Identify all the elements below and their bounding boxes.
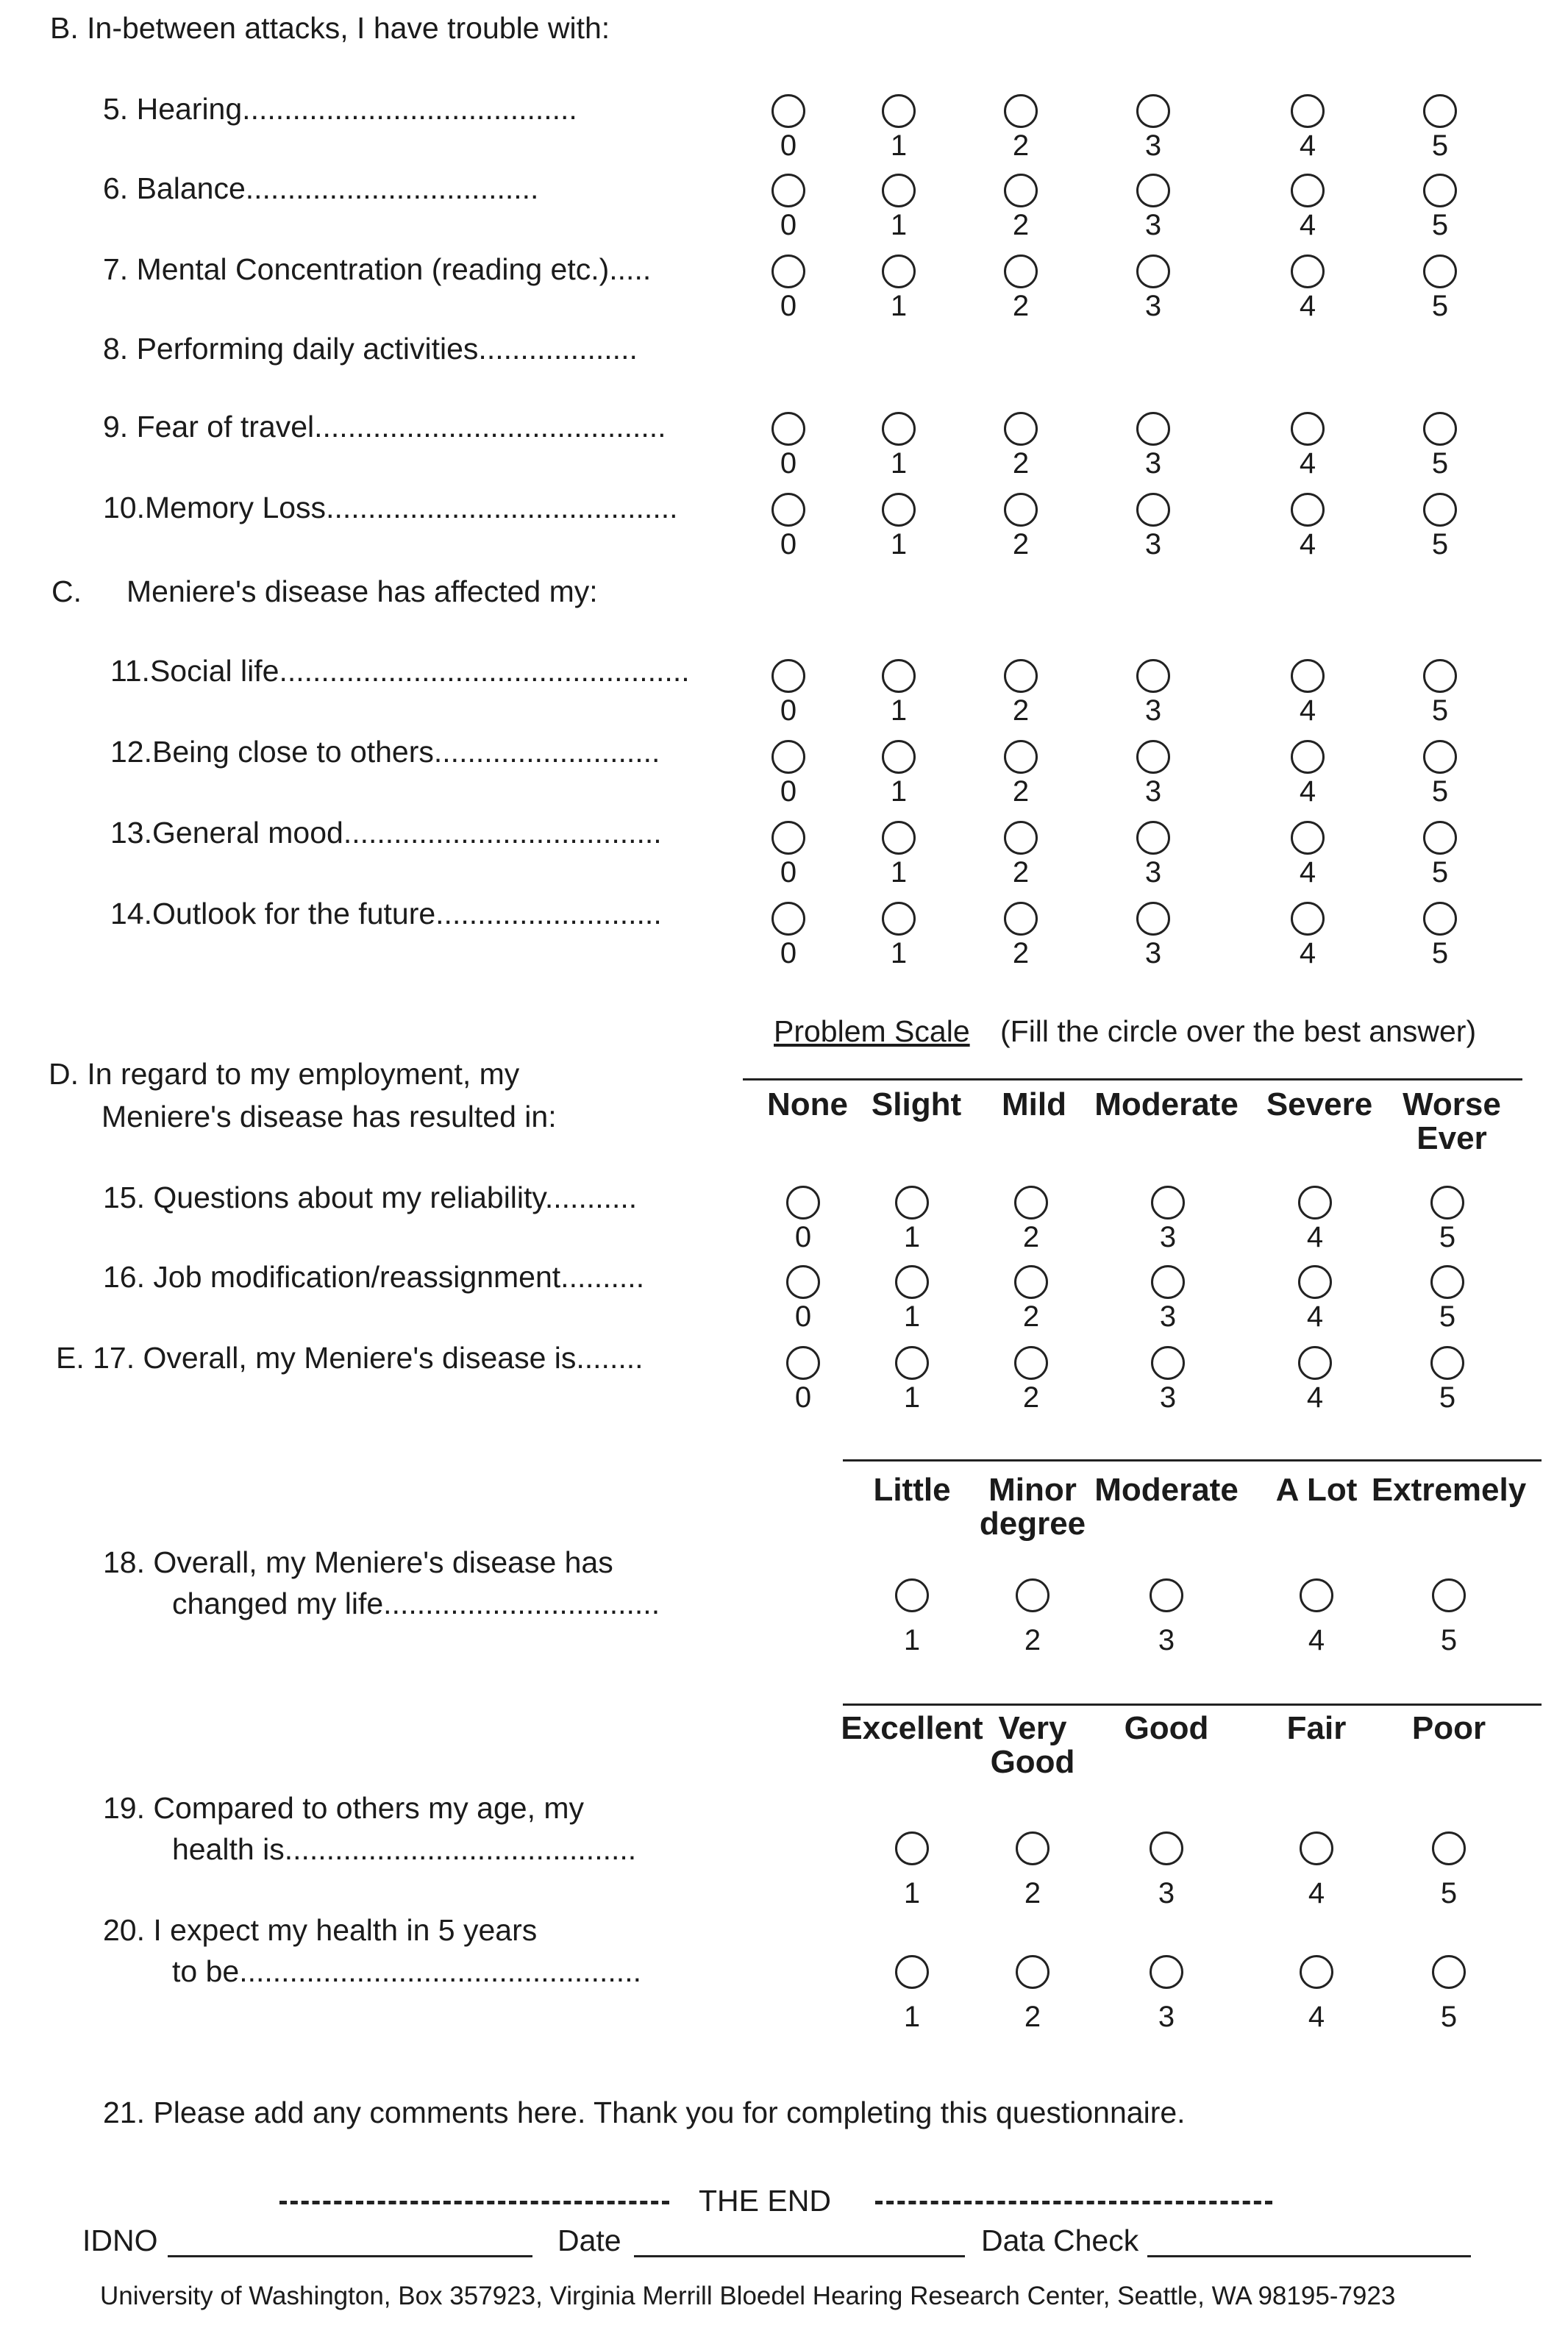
scale18-header-moderate: Moderate: [1094, 1472, 1239, 1508]
q16-option-1-radio[interactable]: [895, 1265, 929, 1299]
q18-line1: 18. Overall, my Meniere's disease has: [103, 1545, 613, 1579]
scale18-header-minor: Minor: [988, 1472, 1077, 1508]
q5-option-0-label: 0: [780, 129, 797, 162]
the-end-label: THE END: [699, 2184, 831, 2218]
q17-option-2-label: 2: [1022, 1381, 1040, 1414]
q20-option-1-radio[interactable]: [895, 1955, 929, 1989]
q11-option-0-label: 0: [780, 694, 797, 727]
q11-option-4-label: 4: [1299, 694, 1316, 727]
q15-option-4-radio[interactable]: [1298, 1186, 1332, 1220]
scale18-header-a-lot: A Lot: [1275, 1472, 1358, 1508]
q10-option-1-radio[interactable]: [882, 493, 916, 527]
q7-option-4-label: 4: [1299, 290, 1316, 322]
q10-option-0-label: 0: [780, 528, 797, 560]
section-c-title: Meniere's disease has affected my:: [126, 574, 598, 608]
q12-option-4-label: 4: [1299, 775, 1316, 808]
q13-option-1-label: 1: [890, 856, 908, 889]
q16-option-3-label: 3: [1159, 1300, 1177, 1333]
q19-option-5-radio[interactable]: [1432, 1831, 1466, 1865]
q5-option-1-radio[interactable]: [882, 94, 916, 128]
q7-option-5-label: 5: [1431, 290, 1449, 322]
q15-option-0-label: 0: [794, 1221, 812, 1253]
q21-comments: 21. Please add any comments here. Thank you for completing this questionnaire.: [103, 2096, 1186, 2129]
q19-option-1-radio[interactable]: [895, 1831, 929, 1865]
q15-option-1-label: 1: [903, 1221, 921, 1253]
q10-option-4-radio[interactable]: [1291, 493, 1325, 527]
problem-scale-header-worse: Worse: [1403, 1086, 1501, 1122]
q6-option-3-radio[interactable]: [1136, 174, 1170, 207]
q19-line1: 19. Compared to others my age, my: [103, 1791, 585, 1825]
q17-option-2-radio[interactable]: [1014, 1346, 1048, 1380]
q10-option-1-label: 1: [890, 528, 908, 560]
q7-option-3-label: 3: [1144, 290, 1162, 322]
scale19-header-excellent: Excellent: [841, 1710, 983, 1746]
section-d-line1: D. In regard to my employment, my: [49, 1057, 520, 1091]
q11-option-4-radio[interactable]: [1291, 659, 1325, 693]
problem-scale-header-slight: Slight: [871, 1086, 962, 1122]
q12-option-2-radio[interactable]: [1004, 740, 1038, 774]
q10-option-5-label: 5: [1431, 528, 1449, 560]
q6-option-0-label: 0: [780, 209, 797, 241]
q20-line2: to be................................................: [172, 1954, 641, 1988]
scale19-divider: [843, 1703, 1542, 1706]
problem-scale-title: Problem Scale: [774, 1014, 970, 1048]
q16-option-0-radio[interactable]: [786, 1265, 820, 1299]
q5-option-1-label: 1: [890, 129, 908, 162]
q12-option-1-label: 1: [890, 775, 908, 808]
q13-option-5-label: 5: [1431, 856, 1449, 889]
q12-option-0-label: 0: [780, 775, 797, 808]
q6-option-1-radio[interactable]: [882, 174, 916, 207]
section-c-item-14: 14.Outlook for the future...........................: [110, 897, 662, 930]
q16-option-0-label: 0: [794, 1300, 812, 1333]
section-b-item-9: 9. Fear of travel..........................................: [103, 410, 666, 444]
q7-option-1-radio[interactable]: [882, 254, 916, 288]
q6-option-1-label: 1: [890, 209, 908, 241]
q16-option-4-radio[interactable]: [1298, 1265, 1332, 1299]
scale-divider: [743, 1078, 1522, 1081]
q14-option-2-label: 2: [1012, 937, 1030, 969]
problem-scale-instruction: (Fill the circle over the best answer): [1000, 1014, 1477, 1048]
q19-option-2-label: 2: [1024, 1877, 1041, 1909]
date-label: Date: [557, 2224, 621, 2257]
q16-option-2-radio[interactable]: [1014, 1265, 1048, 1299]
q10-option-2-label: 2: [1012, 528, 1030, 560]
q5-option-0-radio[interactable]: [771, 94, 805, 128]
q18-option-4-label: 4: [1308, 1624, 1325, 1656]
q6-option-0-radio[interactable]: [771, 174, 805, 207]
q19-option-4-radio[interactable]: [1300, 1831, 1333, 1865]
section-b-item-8: 8. Performing daily activities...................: [103, 332, 638, 366]
q16-option-5-radio[interactable]: [1430, 1265, 1464, 1299]
q13-option-3-label: 3: [1144, 856, 1162, 889]
q20-option-3-label: 3: [1158, 2001, 1175, 2033]
q17-option-1-label: 1: [903, 1381, 921, 1414]
q7-option-2-label: 2: [1012, 290, 1030, 322]
q19-option-4-label: 4: [1308, 1877, 1325, 1909]
problem-scale-header-ever: Ever: [1416, 1120, 1487, 1156]
q17-option-4-radio[interactable]: [1298, 1346, 1332, 1380]
q18-option-2-radio[interactable]: [1016, 1578, 1050, 1612]
q17-option-3-label: 3: [1159, 1381, 1177, 1414]
q14-option-3-label: 3: [1144, 937, 1162, 969]
q15-option-3-label: 3: [1159, 1221, 1177, 1253]
q14-option-5-radio[interactable]: [1423, 902, 1457, 936]
scale18-divider: [843, 1459, 1542, 1462]
data-check-field[interactable]: [1147, 2255, 1471, 2257]
q18-option-3-radio[interactable]: [1150, 1578, 1183, 1612]
q13-option-4-radio[interactable]: [1291, 821, 1325, 855]
q15-option-2-label: 2: [1022, 1221, 1040, 1253]
q18-line2: changed my life.................................: [172, 1587, 660, 1620]
q20-option-1-label: 1: [903, 2001, 921, 2033]
q10-option-0-radio[interactable]: [771, 493, 805, 527]
q14-option-0-label: 0: [780, 937, 797, 969]
q6-option-5-radio[interactable]: [1423, 174, 1457, 207]
section-c-item-12: 12.Being close to others...........................: [110, 735, 660, 769]
q19-option-3-label: 3: [1158, 1877, 1175, 1909]
section-b-item-5: 5. Hearing........................................: [103, 92, 577, 126]
date-field[interactable]: [634, 2255, 965, 2257]
q19-option-1-label: 1: [903, 1877, 921, 1909]
q17-option-5-radio[interactable]: [1430, 1346, 1464, 1380]
q15-option-0-radio[interactable]: [786, 1186, 820, 1220]
q6-option-2-radio[interactable]: [1004, 174, 1038, 207]
q11-option-3-radio[interactable]: [1136, 659, 1170, 693]
q16-option-5-label: 5: [1439, 1300, 1456, 1333]
q16-option-2-label: 2: [1022, 1300, 1040, 1333]
idno-label: IDNO: [82, 2224, 158, 2257]
q13-option-0-radio[interactable]: [771, 821, 805, 855]
scale18-header-little: Little: [873, 1472, 951, 1508]
q9-option-2-label: 2: [1012, 447, 1030, 480]
q5-option-3-label: 3: [1144, 129, 1162, 162]
q10-option-3-label: 3: [1144, 528, 1162, 560]
q9-option-5-label: 5: [1431, 447, 1449, 480]
scale19-header-fair: Fair: [1286, 1710, 1347, 1746]
q12-option-1-radio[interactable]: [882, 740, 916, 774]
q20-option-2-radio[interactable]: [1016, 1955, 1050, 1989]
scale19-header-very: Very: [998, 1710, 1067, 1746]
q14-option-1-radio[interactable]: [882, 902, 916, 936]
q9-option-2-radio[interactable]: [1004, 412, 1038, 446]
q5-option-4-radio[interactable]: [1291, 94, 1325, 128]
q9-option-1-radio[interactable]: [882, 412, 916, 446]
q13-option-2-radio[interactable]: [1004, 821, 1038, 855]
q7-option-3-radio[interactable]: [1136, 254, 1170, 288]
q13-option-5-radio[interactable]: [1423, 821, 1457, 855]
q15-option-2-radio[interactable]: [1014, 1186, 1048, 1220]
q17-option-3-radio[interactable]: [1151, 1346, 1185, 1380]
scale18-header-extremely: Extremely: [1371, 1472, 1527, 1508]
q13-option-4-label: 4: [1299, 856, 1316, 889]
q13-option-3-radio[interactable]: [1136, 821, 1170, 855]
q19-option-3-radio[interactable]: [1150, 1831, 1183, 1865]
q18-option-3-label: 3: [1158, 1624, 1175, 1656]
q7-option-4-radio[interactable]: [1291, 254, 1325, 288]
section-c-letter: C.: [51, 574, 82, 608]
q17-option-0-label: 0: [794, 1381, 812, 1414]
problem-scale-header-moderate: Moderate: [1094, 1086, 1239, 1122]
q14-option-4-label: 4: [1299, 937, 1316, 969]
q15-option-3-radio[interactable]: [1151, 1186, 1185, 1220]
section-b-item-6: 6. Balance...................................: [103, 171, 539, 205]
section-d-item-16: 16. Job modification/reassignment..........: [103, 1260, 645, 1294]
end-dash-right: [875, 2201, 1272, 2204]
q9-option-0-label: 0: [780, 447, 797, 480]
problem-scale-header-severe: Severe: [1266, 1086, 1373, 1122]
problem-scale-header-mild: Mild: [1002, 1086, 1066, 1122]
q14-option-1-label: 1: [890, 937, 908, 969]
q9-option-3-label: 3: [1144, 447, 1162, 480]
q11-option-2-radio[interactable]: [1004, 659, 1038, 693]
section-b-title: B. In-between attacks, I have trouble with:: [50, 11, 610, 45]
q12-option-3-label: 3: [1144, 775, 1162, 808]
q13-option-1-radio[interactable]: [882, 821, 916, 855]
q17-option-5-label: 5: [1439, 1381, 1456, 1414]
scale19-header-poor: Poor: [1411, 1710, 1486, 1746]
section-c-item-11: 11.Social life.................................................: [110, 654, 690, 688]
q20-option-2-label: 2: [1024, 2001, 1041, 2033]
q7-option-5-radio[interactable]: [1423, 254, 1457, 288]
problem-scale-header-none: None: [767, 1086, 848, 1122]
scale19-header-very-good-line2: Good: [990, 1744, 1075, 1780]
footer-address: University of Washington, Box 357923, Virginia Merrill Bloedel Hearing Research Center, Seattle, WA 98195-7923: [100, 2282, 1396, 2310]
q11-option-5-label: 5: [1431, 694, 1449, 727]
q6-option-4-radio[interactable]: [1291, 174, 1325, 207]
q14-option-4-radio[interactable]: [1291, 902, 1325, 936]
q14-option-2-radio[interactable]: [1004, 902, 1038, 936]
q10-option-5-radio[interactable]: [1423, 493, 1457, 527]
q11-option-2-label: 2: [1012, 694, 1030, 727]
section-b-item-10: 10.Memory Loss..........................................: [103, 491, 678, 524]
q7-option-0-radio[interactable]: [771, 254, 805, 288]
q17-option-0-radio[interactable]: [786, 1346, 820, 1380]
q20-option-5-radio[interactable]: [1432, 1955, 1466, 1989]
q9-option-3-radio[interactable]: [1136, 412, 1170, 446]
q20-option-4-label: 4: [1308, 2001, 1325, 2033]
q20-option-3-radio[interactable]: [1150, 1955, 1183, 1989]
scale19-header-good: Good: [1124, 1710, 1209, 1746]
q14-option-0-radio[interactable]: [771, 902, 805, 936]
q14-option-3-radio[interactable]: [1136, 902, 1170, 936]
q16-option-4-label: 4: [1306, 1300, 1324, 1333]
q9-option-1-label: 1: [890, 447, 908, 480]
q7-option-1-label: 1: [890, 290, 908, 322]
q15-option-5-label: 5: [1439, 1221, 1456, 1253]
q16-option-1-label: 1: [903, 1300, 921, 1333]
q16-option-3-radio[interactable]: [1151, 1265, 1185, 1299]
q5-option-2-label: 2: [1012, 129, 1030, 162]
q17-option-1-radio[interactable]: [895, 1346, 929, 1380]
q19-option-5-label: 5: [1440, 1877, 1458, 1909]
q11-option-1-radio[interactable]: [882, 659, 916, 693]
q15-option-1-radio[interactable]: [895, 1186, 929, 1220]
q7-option-2-radio[interactable]: [1004, 254, 1038, 288]
q20-line1: 20. I expect my health in 5 years: [103, 1913, 538, 1947]
q11-option-1-label: 1: [890, 694, 908, 727]
q5-option-5-radio[interactable]: [1423, 94, 1457, 128]
q12-option-2-label: 2: [1012, 775, 1030, 808]
section-c-item-13: 13.General mood......................................: [110, 816, 662, 850]
section-b-item-7: 7. Mental Concentration (reading etc.).....: [103, 252, 652, 286]
end-dash-left: [279, 2201, 669, 2204]
q12-option-3-radio[interactable]: [1136, 740, 1170, 774]
idno-field[interactable]: [168, 2255, 532, 2257]
q6-option-3-label: 3: [1144, 209, 1162, 241]
q6-option-4-label: 4: [1299, 209, 1316, 241]
q9-option-4-radio[interactable]: [1291, 412, 1325, 446]
q15-option-5-radio[interactable]: [1430, 1186, 1464, 1220]
q14-option-5-label: 5: [1431, 937, 1449, 969]
q6-option-2-label: 2: [1012, 209, 1030, 241]
q18-option-1-label: 1: [903, 1624, 921, 1656]
q7-option-0-label: 0: [780, 290, 797, 322]
q12-option-5-radio[interactable]: [1423, 740, 1457, 774]
q20-option-4-radio[interactable]: [1300, 1955, 1333, 1989]
q18-option-4-radio[interactable]: [1300, 1578, 1333, 1612]
q18-option-2-label: 2: [1024, 1624, 1041, 1656]
q20-option-5-label: 5: [1440, 2001, 1458, 2033]
q19-option-2-radio[interactable]: [1016, 1831, 1050, 1865]
q18-option-5-radio[interactable]: [1432, 1578, 1466, 1612]
q17-option-4-label: 4: [1306, 1381, 1324, 1414]
q5-option-3-radio[interactable]: [1136, 94, 1170, 128]
q18-option-1-radio[interactable]: [895, 1578, 929, 1612]
q13-option-0-label: 0: [780, 856, 797, 889]
q18-option-5-label: 5: [1440, 1624, 1458, 1656]
q11-option-0-radio[interactable]: [771, 659, 805, 693]
q19-line2: health is..........................................: [172, 1832, 637, 1866]
q5-option-5-label: 5: [1431, 129, 1449, 162]
q12-option-5-label: 5: [1431, 775, 1449, 808]
q10-option-2-radio[interactable]: [1004, 493, 1038, 527]
q9-option-0-radio[interactable]: [771, 412, 805, 446]
q12-option-4-radio[interactable]: [1291, 740, 1325, 774]
q5-option-4-label: 4: [1299, 129, 1316, 162]
section-d-item-15: 15. Questions about my reliability...........: [103, 1181, 638, 1214]
q9-option-4-label: 4: [1299, 447, 1316, 480]
q10-option-3-radio[interactable]: [1136, 493, 1170, 527]
q10-option-4-label: 4: [1299, 528, 1316, 560]
q11-option-3-label: 3: [1144, 694, 1162, 727]
q6-option-5-label: 5: [1431, 209, 1449, 241]
q13-option-2-label: 2: [1012, 856, 1030, 889]
q12-option-0-radio[interactable]: [771, 740, 805, 774]
scale18-header-degree: degree: [979, 1506, 1086, 1542]
q15-option-4-label: 4: [1306, 1221, 1324, 1253]
q9-option-5-radio[interactable]: [1423, 412, 1457, 446]
q5-option-2-radio[interactable]: [1004, 94, 1038, 128]
q11-option-5-radio[interactable]: [1423, 659, 1457, 693]
section-e-item-17: E. 17. Overall, my Meniere's disease is........: [56, 1341, 644, 1375]
section-d-line2: Meniere's disease has resulted in:: [101, 1100, 557, 1133]
data-check-label: Data Check: [981, 2224, 1139, 2257]
